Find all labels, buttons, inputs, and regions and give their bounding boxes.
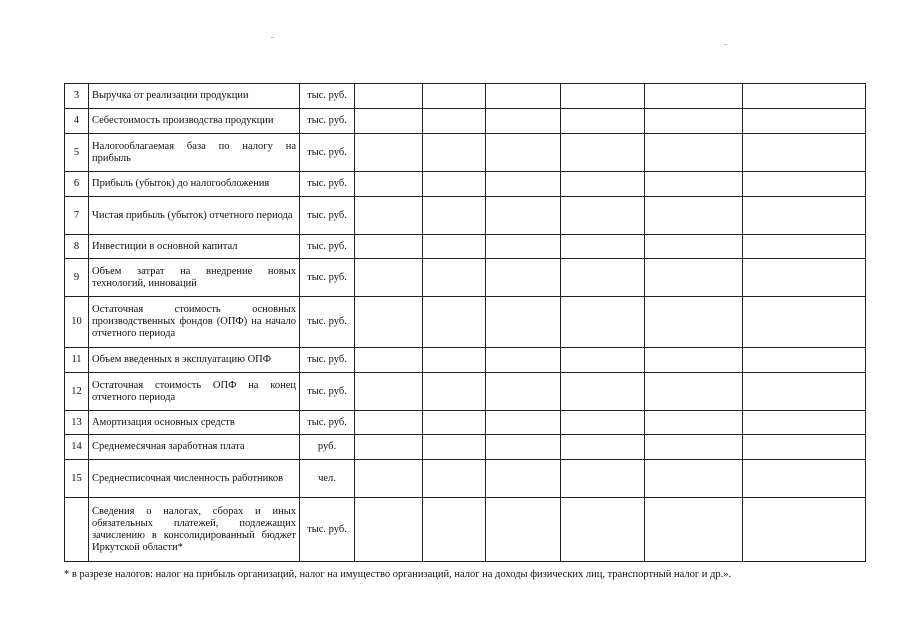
table-row <box>65 134 866 172</box>
value-cell[interactable] <box>645 297 743 348</box>
value-cell[interactable] <box>486 109 561 134</box>
value-cell[interactable] <box>743 259 866 297</box>
value-cell[interactable] <box>355 259 423 297</box>
value-cell[interactable] <box>486 498 561 562</box>
value-cell[interactable] <box>743 460 866 498</box>
value-cell[interactable] <box>423 84 486 109</box>
value-cell[interactable] <box>645 259 743 297</box>
value-cell[interactable] <box>423 172 486 197</box>
scan-speck <box>271 37 274 38</box>
value-cell[interactable] <box>486 348 561 373</box>
row-number <box>65 498 89 562</box>
value-cell[interactable] <box>486 373 561 411</box>
value-cell[interactable] <box>645 498 743 562</box>
value-cell[interactable] <box>645 197 743 235</box>
value-cell[interactable] <box>645 348 743 373</box>
value-cell[interactable] <box>561 197 645 235</box>
value-cell[interactable] <box>561 235 645 259</box>
row-number: 6 <box>65 172 89 197</box>
value-cell[interactable] <box>743 109 866 134</box>
value-cell[interactable] <box>355 235 423 259</box>
value-cell[interactable] <box>355 109 423 134</box>
value-cell[interactable] <box>645 235 743 259</box>
value-cell[interactable] <box>486 134 561 172</box>
value-cell[interactable] <box>743 348 866 373</box>
table-row <box>65 109 866 134</box>
table-row <box>65 197 866 235</box>
value-cell[interactable] <box>743 235 866 259</box>
table-row <box>65 348 866 373</box>
value-cell[interactable] <box>561 172 645 197</box>
value-cell[interactable] <box>743 297 866 348</box>
row-number: 10 <box>65 297 89 348</box>
value-cell[interactable] <box>423 235 486 259</box>
indicator-name: Выручка от реализации продукции <box>89 84 300 109</box>
table-row <box>65 460 866 498</box>
row-number: 4 <box>65 109 89 134</box>
value-cell[interactable] <box>561 498 645 562</box>
value-cell[interactable] <box>423 498 486 562</box>
value-cell[interactable] <box>743 172 866 197</box>
table-row <box>65 235 866 259</box>
row-number: 8 <box>65 235 89 259</box>
value-cell[interactable] <box>423 109 486 134</box>
value-cell[interactable] <box>561 109 645 134</box>
value-cell[interactable] <box>561 373 645 411</box>
unit-of-measure: тыс. руб. <box>300 235 355 259</box>
value-cell[interactable] <box>486 460 561 498</box>
value-cell[interactable] <box>561 435 645 460</box>
table-row <box>65 84 866 109</box>
unit-of-measure: тыс. руб. <box>300 172 355 197</box>
unit-of-measure: тыс. руб. <box>300 411 355 435</box>
value-cell[interactable] <box>645 172 743 197</box>
unit-of-measure: тыс. руб. <box>300 197 355 235</box>
unit-of-measure: тыс. руб. <box>300 84 355 109</box>
value-cell[interactable] <box>561 460 645 498</box>
value-cell[interactable] <box>486 235 561 259</box>
indicator-name: Прибыль (убыток) до налогообложения <box>89 172 300 197</box>
value-cell[interactable] <box>486 297 561 348</box>
indicator-name: Объем введенных в эксплуатацию ОПФ <box>89 348 300 373</box>
row-number: 13 <box>65 411 89 435</box>
value-cell[interactable] <box>645 411 743 435</box>
value-cell[interactable] <box>355 348 423 373</box>
value-cell[interactable] <box>645 84 743 109</box>
value-cell[interactable] <box>486 411 561 435</box>
value-cell[interactable] <box>355 411 423 435</box>
value-cell[interactable] <box>561 84 645 109</box>
value-cell[interactable] <box>561 411 645 435</box>
table-row <box>65 411 866 435</box>
indicator-name: Инвестиции в основной капитал <box>89 235 300 259</box>
unit-of-measure: тыс. руб. <box>300 373 355 411</box>
value-cell[interactable] <box>486 84 561 109</box>
value-cell[interactable] <box>423 197 486 235</box>
value-cell[interactable] <box>486 435 561 460</box>
value-cell[interactable] <box>355 197 423 235</box>
unit-of-measure: руб. <box>300 435 355 460</box>
value-cell[interactable] <box>645 134 743 172</box>
row-number: 5 <box>65 134 89 172</box>
indicator-name: Чистая прибыль (убыток) отчетного периода <box>89 197 300 235</box>
value-cell[interactable] <box>645 435 743 460</box>
value-cell[interactable] <box>561 134 645 172</box>
value-cell[interactable] <box>423 259 486 297</box>
scan-speck <box>724 44 727 45</box>
row-number: 11 <box>65 348 89 373</box>
value-cell[interactable] <box>645 460 743 498</box>
value-cell[interactable] <box>355 373 423 411</box>
unit-of-measure: тыс. руб. <box>300 498 355 562</box>
value-cell[interactable] <box>561 297 645 348</box>
value-cell[interactable] <box>423 373 486 411</box>
value-cell[interactable] <box>743 411 866 435</box>
value-cell[interactable] <box>423 134 486 172</box>
value-cell[interactable] <box>355 297 423 348</box>
unit-of-measure: тыс. руб. <box>300 134 355 172</box>
value-cell[interactable] <box>743 373 866 411</box>
unit-of-measure: чел. <box>300 460 355 498</box>
value-cell[interactable] <box>355 498 423 562</box>
footnote: * в разрезе налогов: налог на прибыль организаций, налог на имущество организаций, налог на доходы физических лиц, транспортный налог и др.». <box>64 569 732 580</box>
value-cell[interactable] <box>561 348 645 373</box>
table-row <box>65 435 866 460</box>
table-row <box>65 498 866 562</box>
value-cell[interactable] <box>645 109 743 134</box>
value-cell[interactable] <box>743 84 866 109</box>
indicator-name: Сведения о налогах, сборах и иных обязательных платежей, подлежащих зачислению в консолидированный бюджет Иркутской области* <box>89 498 300 562</box>
indicator-name: Себестоимость производства продукции <box>89 109 300 134</box>
value-cell[interactable] <box>355 84 423 109</box>
value-cell[interactable] <box>423 460 486 498</box>
row-number: 9 <box>65 259 89 297</box>
value-cell[interactable] <box>423 297 486 348</box>
value-cell[interactable] <box>743 134 866 172</box>
value-cell[interactable] <box>486 172 561 197</box>
table-row <box>65 297 866 348</box>
indicator-name: Остаточная стоимость основных производственных фондов (ОПФ) на начало отчетного периода <box>89 297 300 348</box>
indicator-name: Остаточная стоимость ОПФ на конец отчетного периода <box>89 373 300 411</box>
row-number: 3 <box>65 84 89 109</box>
row-number: 14 <box>65 435 89 460</box>
value-cell[interactable] <box>355 435 423 460</box>
row-number: 12 <box>65 373 89 411</box>
row-number: 15 <box>65 460 89 498</box>
indicator-name: Среднесписочная численность работников <box>89 460 300 498</box>
indicator-name: Объем затрат на внедрение новых технологий, инноваций <box>89 259 300 297</box>
value-cell[interactable] <box>423 348 486 373</box>
value-cell[interactable] <box>355 134 423 172</box>
value-cell[interactable] <box>486 197 561 235</box>
unit-of-measure: тыс. руб. <box>300 259 355 297</box>
value-cell[interactable] <box>743 498 866 562</box>
value-cell[interactable] <box>355 460 423 498</box>
table-row <box>65 172 866 197</box>
indicator-name: Среднемесячная заработная плата <box>89 435 300 460</box>
value-cell[interactable] <box>743 435 866 460</box>
value-cell[interactable] <box>423 411 486 435</box>
table-row <box>65 373 866 411</box>
value-cell[interactable] <box>486 259 561 297</box>
table-row <box>65 259 866 297</box>
value-cell[interactable] <box>743 197 866 235</box>
value-cell[interactable] <box>355 172 423 197</box>
row-number: 7 <box>65 197 89 235</box>
value-cell[interactable] <box>423 435 486 460</box>
indicator-name: Амортизация основных средств <box>89 411 300 435</box>
unit-of-measure: тыс. руб. <box>300 297 355 348</box>
indicator-name: Налогооблагаемая база по налогу на прибыль <box>89 134 300 172</box>
value-cell[interactable] <box>561 259 645 297</box>
unit-of-measure: тыс. руб. <box>300 109 355 134</box>
indicators-table <box>64 83 866 562</box>
unit-of-measure: тыс. руб. <box>300 348 355 373</box>
value-cell[interactable] <box>645 373 743 411</box>
